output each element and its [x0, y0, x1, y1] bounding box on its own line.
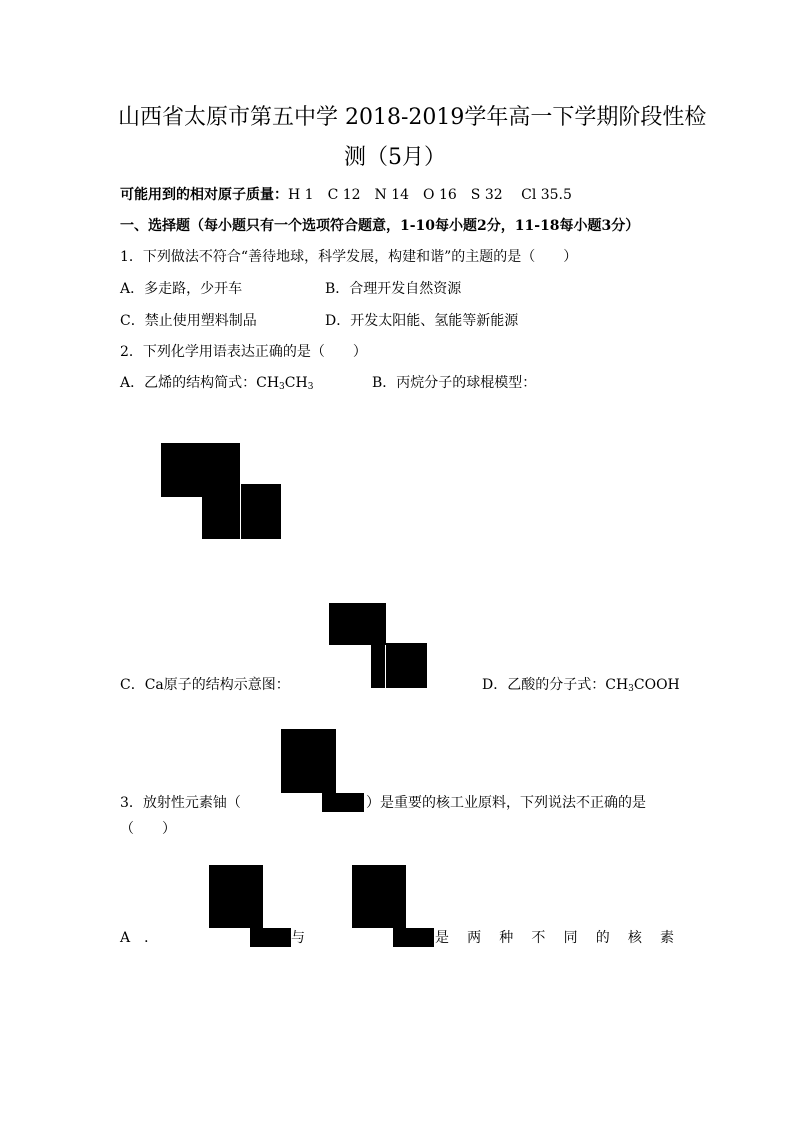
- question-3-stem-suffix: ）是重要的核工业原料，下列说法不正确的是: [366, 795, 646, 811]
- section-heading: 一、选择题（每小题只有一个选项符合题意，1-10每小题2分，11-18每小题3分）: [120, 218, 640, 234]
- question-2-stem: 2．下列化学用语表达正确的是（ ）: [120, 344, 367, 360]
- question-1-option-c: C．禁止使用塑料制品: [120, 313, 257, 329]
- question-2-option-d: [482, 675, 680, 695]
- question-1-option-b: B．合理开发自然资源: [325, 281, 462, 297]
- question-2-option-a: [120, 373, 313, 393]
- question-3-option-a-mid: 与: [291, 930, 305, 946]
- ethylene-formula: $CH_3CH_3$: [256, 375, 314, 392]
- question-1-option-a: A．多走路，少开车: [120, 281, 243, 297]
- atomic-mass-label: 可能用到的相对原子质量：: [120, 187, 288, 203]
- atomic-mass-line: [120, 185, 572, 205]
- atomic-mass-values: H 1 C 12 N 14 O 16 S 32 Cl 35.5: [288, 187, 572, 203]
- question-1-stem: 1．下列做法不符合“善待地球，科学发展，构建和谐”的主题的是（ ）: [120, 249, 578, 265]
- question-1-option-d: D．开发太阳能、氢能等新能源: [325, 313, 519, 329]
- question-2-option-c: C．Ca原子的结构示意图：: [120, 677, 290, 693]
- question-3-stem-line2: （ ）: [120, 821, 176, 837]
- question-2-option-a-text: A．乙烯的结构简式：: [120, 375, 257, 391]
- question-2-option-d-text: D．乙酸的分子式：: [482, 677, 606, 693]
- page-title-line2: 测（5月）: [344, 145, 446, 170]
- question-3-stem-prefix: 3．放射性元素铀（: [120, 795, 241, 811]
- question-3-option-a-tail: 是 两 种 不 同 的 核 素: [435, 930, 674, 946]
- page-title: 山西省太原市第五中学 2018-2019学年高一下学期阶段性检: [118, 105, 707, 130]
- acetic-acid-formula: $CH_3COOH$: [605, 677, 680, 694]
- question-3-option-a-label: A ．: [120, 930, 159, 946]
- question-2-option-b: B．丙烷分子的球棍模型：: [372, 375, 537, 391]
